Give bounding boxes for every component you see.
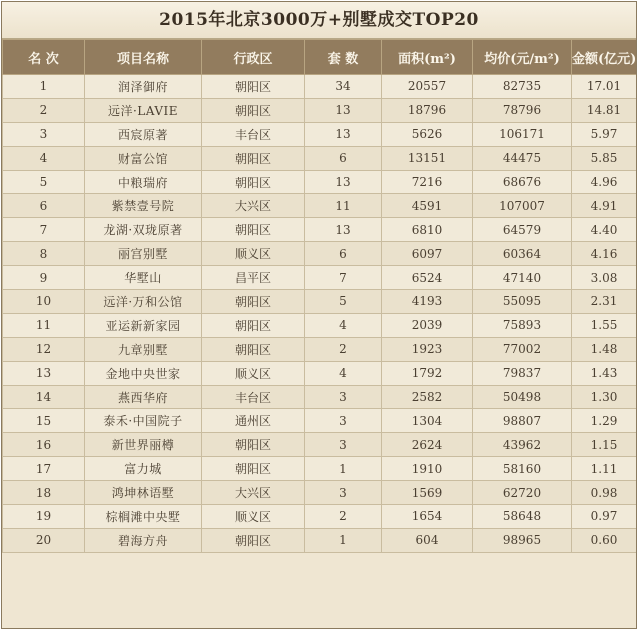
district-cell: 朝阳区 (202, 98, 305, 122)
rank-cell: 12 (3, 337, 85, 361)
avg-price-cell: 47140 (473, 266, 572, 290)
avg-price-cell: 43962 (473, 433, 572, 457)
amount-cell: 1.29 (572, 409, 637, 433)
avg-price-cell: 50498 (473, 385, 572, 409)
table-row (3, 146, 637, 170)
district-cell: 朝阳区 (202, 218, 305, 242)
amount-cell: 0.60 (572, 528, 637, 552)
avg-price-cell: 98807 (473, 409, 572, 433)
amount-cell: 17.01 (572, 75, 637, 99)
avg-price-cell: 98965 (473, 528, 572, 552)
amount-cell: 1.55 (572, 313, 637, 337)
table-row (3, 98, 637, 122)
table-row (3, 337, 637, 361)
rank-cell: 15 (3, 409, 85, 433)
table-body (3, 75, 637, 553)
header-row (3, 40, 637, 75)
rank-cell: 20 (3, 528, 85, 552)
area-cell: 1304 (382, 409, 473, 433)
area-cell: 13151 (382, 146, 473, 170)
amount-cell: 4.96 (572, 170, 637, 194)
units-cell: 5 (305, 290, 382, 314)
area-cell: 2624 (382, 433, 473, 457)
project-name-cell: 新世界丽樽 (85, 433, 202, 457)
avg-price-cell: 75893 (473, 313, 572, 337)
project-name-cell: 龙湖·双珑原著 (85, 218, 202, 242)
table-row (3, 170, 637, 194)
rank-cell: 4 (3, 146, 85, 170)
amount-cell: 2.31 (572, 290, 637, 314)
avg-price-cell: 78796 (473, 98, 572, 122)
table-row (3, 409, 637, 433)
district-cell: 朝阳区 (202, 433, 305, 457)
area-cell: 4193 (382, 290, 473, 314)
area-cell: 6097 (382, 242, 473, 266)
header-project-name: 项目名称 (85, 40, 202, 75)
amount-cell: 14.81 (572, 98, 637, 122)
rank-cell: 19 (3, 505, 85, 529)
avg-price-cell: 60364 (473, 242, 572, 266)
units-cell: 1 (305, 457, 382, 481)
district-cell: 丰台区 (202, 122, 305, 146)
header-avg-price: 均价(元/m²) (473, 40, 572, 75)
area-cell: 5626 (382, 122, 473, 146)
units-cell: 34 (305, 75, 382, 99)
header-amount: 金额(亿元) (572, 40, 637, 75)
units-cell: 3 (305, 433, 382, 457)
header-units: 套 数 (305, 40, 382, 75)
amount-cell: 0.98 (572, 481, 637, 505)
units-cell: 13 (305, 122, 382, 146)
units-cell: 6 (305, 146, 382, 170)
rank-cell: 14 (3, 385, 85, 409)
table-title: 2015年北京3000万+别墅成交TOP20 (2, 2, 636, 39)
project-name-cell: 华墅山 (85, 266, 202, 290)
rank-cell: 18 (3, 481, 85, 505)
area-cell: 1569 (382, 481, 473, 505)
units-cell: 3 (305, 385, 382, 409)
area-cell: 6810 (382, 218, 473, 242)
table-row (3, 313, 637, 337)
table-row (3, 266, 637, 290)
area-cell: 1654 (382, 505, 473, 529)
avg-price-cell: 58160 (473, 457, 572, 481)
units-cell: 6 (305, 242, 382, 266)
rank-cell: 8 (3, 242, 85, 266)
rank-cell: 10 (3, 290, 85, 314)
table-row (3, 385, 637, 409)
project-name-cell: 中粮瑞府 (85, 170, 202, 194)
district-cell: 大兴区 (202, 481, 305, 505)
table-row (3, 433, 637, 457)
table-row (3, 242, 637, 266)
amount-cell: 1.43 (572, 361, 637, 385)
units-cell: 3 (305, 481, 382, 505)
units-cell: 4 (305, 313, 382, 337)
project-name-cell: 九章别墅 (85, 337, 202, 361)
avg-price-cell: 106171 (473, 122, 572, 146)
units-cell: 13 (305, 170, 382, 194)
district-cell: 朝阳区 (202, 75, 305, 99)
rank-cell: 9 (3, 266, 85, 290)
amount-cell: 1.30 (572, 385, 637, 409)
project-name-cell: 金地中央世家 (85, 361, 202, 385)
units-cell: 13 (305, 218, 382, 242)
avg-price-cell: 68676 (473, 170, 572, 194)
table-row (3, 505, 637, 529)
project-name-cell: 燕西华府 (85, 385, 202, 409)
project-name-cell: 紫禁壹号院 (85, 194, 202, 218)
table-row (3, 290, 637, 314)
amount-cell: 0.97 (572, 505, 637, 529)
area-cell: 604 (382, 528, 473, 552)
district-cell: 丰台区 (202, 385, 305, 409)
table-row (3, 75, 637, 99)
avg-price-cell: 107007 (473, 194, 572, 218)
header-rank: 名 次 (3, 40, 85, 75)
district-cell: 朝阳区 (202, 313, 305, 337)
rank-cell: 5 (3, 170, 85, 194)
area-cell: 6524 (382, 266, 473, 290)
district-cell: 朝阳区 (202, 170, 305, 194)
rank-cell: 6 (3, 194, 85, 218)
project-name-cell: 碧海方舟 (85, 528, 202, 552)
project-name-cell: 棕榈滩中央墅 (85, 505, 202, 529)
rank-cell: 17 (3, 457, 85, 481)
district-cell: 顺义区 (202, 242, 305, 266)
area-cell: 1910 (382, 457, 473, 481)
area-cell: 1792 (382, 361, 473, 385)
district-cell: 通州区 (202, 409, 305, 433)
units-cell: 11 (305, 194, 382, 218)
district-cell: 顺义区 (202, 505, 305, 529)
avg-price-cell: 58648 (473, 505, 572, 529)
amount-cell: 5.97 (572, 122, 637, 146)
district-cell: 朝阳区 (202, 337, 305, 361)
header-district: 行政区 (202, 40, 305, 75)
table-row (3, 481, 637, 505)
amount-cell: 1.11 (572, 457, 637, 481)
project-name-cell: 亚运新新家园 (85, 313, 202, 337)
units-cell: 7 (305, 266, 382, 290)
rank-cell: 16 (3, 433, 85, 457)
ranking-table-panel (1, 1, 637, 629)
rank-cell: 3 (3, 122, 85, 146)
avg-price-cell: 55095 (473, 290, 572, 314)
district-cell: 朝阳区 (202, 457, 305, 481)
table-row (3, 122, 637, 146)
area-cell: 2039 (382, 313, 473, 337)
avg-price-cell: 64579 (473, 218, 572, 242)
project-name-cell: 丽宫别墅 (85, 242, 202, 266)
units-cell: 2 (305, 505, 382, 529)
project-name-cell: 西宸原著 (85, 122, 202, 146)
avg-price-cell: 62720 (473, 481, 572, 505)
project-name-cell: 富力城 (85, 457, 202, 481)
avg-price-cell: 82735 (473, 75, 572, 99)
area-cell: 18796 (382, 98, 473, 122)
area-cell: 7216 (382, 170, 473, 194)
units-cell: 4 (305, 361, 382, 385)
district-cell: 朝阳区 (202, 146, 305, 170)
project-name-cell: 远洋·万和公馆 (85, 290, 202, 314)
area-cell: 2582 (382, 385, 473, 409)
district-cell: 朝阳区 (202, 290, 305, 314)
project-name-cell: 远洋·LAVIE (85, 98, 202, 122)
table-row (3, 457, 637, 481)
amount-cell: 5.85 (572, 146, 637, 170)
rank-cell: 13 (3, 361, 85, 385)
table-row (3, 218, 637, 242)
table-row (3, 361, 637, 385)
rank-cell: 7 (3, 218, 85, 242)
project-name-cell: 泰禾·中国院子 (85, 409, 202, 433)
amount-cell: 4.16 (572, 242, 637, 266)
header-area: 面积(m²) (382, 40, 473, 75)
avg-price-cell: 77002 (473, 337, 572, 361)
amount-cell: 3.08 (572, 266, 637, 290)
project-name-cell: 润泽御府 (85, 75, 202, 99)
district-cell: 大兴区 (202, 194, 305, 218)
table-row (3, 528, 637, 552)
rank-cell: 1 (3, 75, 85, 99)
amount-cell: 1.48 (572, 337, 637, 361)
project-name-cell: 鸿坤林语墅 (85, 481, 202, 505)
amount-cell: 4.91 (572, 194, 637, 218)
units-cell: 2 (305, 337, 382, 361)
amount-cell: 4.40 (572, 218, 637, 242)
project-name-cell: 财富公馆 (85, 146, 202, 170)
rank-cell: 11 (3, 313, 85, 337)
area-cell: 1923 (382, 337, 473, 361)
units-cell: 1 (305, 528, 382, 552)
units-cell: 13 (305, 98, 382, 122)
units-cell: 3 (305, 409, 382, 433)
district-cell: 朝阳区 (202, 528, 305, 552)
area-cell: 4591 (382, 194, 473, 218)
district-cell: 顺义区 (202, 361, 305, 385)
ranking-table (2, 39, 637, 553)
avg-price-cell: 44475 (473, 146, 572, 170)
amount-cell: 1.15 (572, 433, 637, 457)
district-cell: 昌平区 (202, 266, 305, 290)
avg-price-cell: 79837 (473, 361, 572, 385)
rank-cell: 2 (3, 98, 85, 122)
area-cell: 20557 (382, 75, 473, 99)
table-row (3, 194, 637, 218)
